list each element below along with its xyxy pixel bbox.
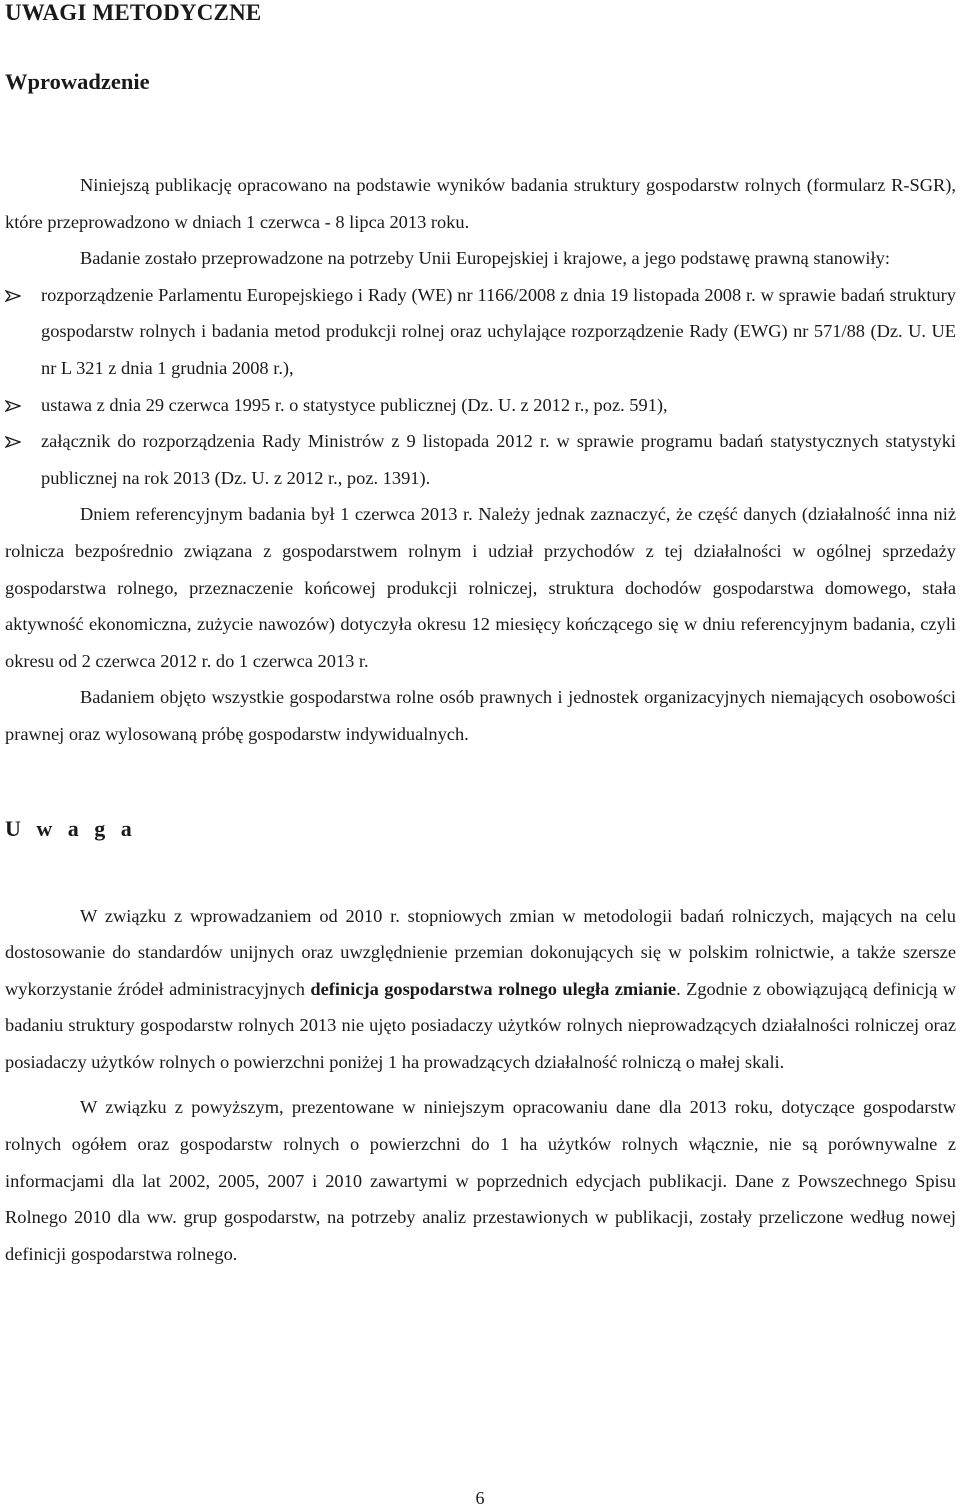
arrowhead-bullet-icon	[5, 400, 21, 412]
note-text: . Zgodnie z obowiązującą definicją w badaniu struktury gospodarstw rolnych 2013 nie ujęto posiadaczy użytków rolnych nieprowadzących działalności rolniczej oraz posiadaczy użytków rolnych o powierzchni poniżej 1 ha prowadzących działalność rolniczą o małej skali.	[5, 978, 956, 1072]
note-paragraph-1	[5, 898, 956, 1081]
list-item-text: ustawa z dnia 29 czerwca 1995 r. o statystyce publicznej (Dz. U. z 2012 r., poz. 591),	[41, 394, 668, 415]
intro-paragraph-2: Badanie zostało przeprowadzone na potrzeby Unii Europejskiej i krajowe, a jego podstawę prawną stanowiły:	[80, 248, 890, 269]
list-item-text: załącznik do rozporządzenia Rady Ministrów z 9 listopada 2012 r. w sprawie programu badań statystycznych statystyki publicznej na rok 2013 (Dz. U. z 2012 r., poz. 1391).	[41, 431, 956, 488]
page-heading: UWAGI METODYCZNE	[5, 0, 262, 25]
list-item	[5, 277, 956, 387]
intro-paragraph-1: Niniejszą publikację opracowano na podstawie wyników badania struktury gospodarstw rolnych (formularz R-SGR), które przeprowadzono w dniach 1 czerwca - 8 lipca 2013 roku.	[5, 175, 956, 232]
intro-paragraph-4: Badaniem objęto wszystkie gospodarstwa rolne osób prawnych i jednostek organizacyjnych niemających osobowości prawnej oraz wylosowaną próbę gospodarstw indywidualnych.	[5, 687, 956, 744]
note-title: U w a g a	[5, 815, 137, 841]
intro-paragraph-3: Dniem referencyjnym badania był 1 czerwca 2013 r. Należy jednak zaznaczyć, że część danych (działalność inna niż rolnicza bezpośrednio związana z gospodarstwem rolnym i udział przychodów z tej działalności w ogólnej sprzedaży gospodarstwa rolnego, przeznaczenie końcowej produkcji rolniczej, struktura dochodów gospodarstwa domowego, stała aktywność ekonomiczna, zużycie nawozów) dotyczyła okresu 12 miesięcy kończącego się w dniu referencyjnym badania, czyli okresu od 2 czerwca 2012 r. do 1 czerwca 2013 r.	[5, 504, 956, 671]
list-item	[5, 423, 956, 496]
section-title: Wprowadzenie	[5, 69, 150, 94]
note-text: W związku z wprowadzaniem od 2010 r. stopniowych zmian w metodologii badań rolniczych, mających na celu dostosowanie do standardów unijnych oraz uwzględnienie przemian dokonujących się w polskim rolnictwie, a także szersze wykorzystanie źródeł administracyjnych	[5, 905, 956, 999]
note-paragraph-2: W związku z powyższym, prezentowane w niniejszym opracowaniu dane dla 2013 roku, dotyczące gospodarstw rolnych ogółem oraz gospodarstw rolnych o powierzchni do 1 ha użytków rolnych włącznie, nie są porównywalne z informacjami dla lat 2002, 2005, 2007 i 2010 zawartymi w poprzednich edycjach publikacji. Dane z Powszechnego Spisu Rolnego 2010 dla ww. grup gospodarstw, na potrzeby analiz przestawionych w publikacji, zostały przeliczone według nowej definicji gospodarstwa rolnego.	[5, 1097, 956, 1264]
arrowhead-bullet-icon	[5, 436, 21, 448]
page-number: 6	[475, 1488, 485, 1508]
list-item	[5, 387, 956, 424]
note-bold-text: definicja gospodarstwa rolnego uległa zmianie	[310, 978, 677, 999]
legal-basis-list	[5, 277, 956, 497]
arrowhead-bullet-icon	[5, 290, 21, 302]
list-item-text: rozporządzenie Parlamentu Europejskiego i Rady (WE) nr 1166/2008 z dnia 19 listopada 2008 r. w sprawie badań struktury gospodarstw rolnych i badania metod produkcji rolnej oraz uchylające rozporządzenie Rady (EWG) nr 571/88 (Dz. U. UE nr L 321 z dnia 1 grudnia 2008 r.),	[41, 284, 956, 378]
